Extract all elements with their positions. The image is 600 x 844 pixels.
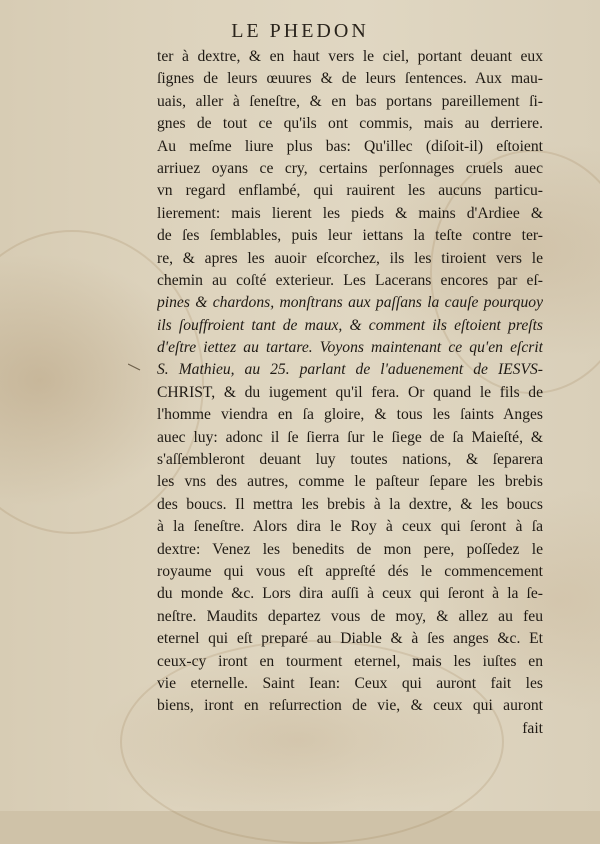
text-line: biens, iront en reſurrection de vie, & ceux qui auront bbox=[157, 697, 543, 715]
text-line: neſtre. Maudits departez vous de moy, & allez au feu bbox=[157, 607, 543, 625]
text-line: uais, aller à ſeneſtre, & en bas portans pareillement ſi- bbox=[157, 92, 543, 110]
text-line: S. Mathieu, au 25. parlant de l'aduenement de IESVS- bbox=[157, 361, 543, 379]
text-line: lierement: mais lierent les pieds & mains d'Ardiee & bbox=[157, 204, 543, 222]
body-text bbox=[157, 46, 543, 740]
text-line: les vns des autres, comme le paſteur ſepare les brebis bbox=[157, 473, 543, 491]
text-line: ils ſouffroient tant de maux, & comment ils eſtoient preſts bbox=[157, 316, 543, 334]
text-line: ceux-cy iront en tourment eternel, mais les iuſtes en bbox=[157, 652, 543, 670]
text-line: du monde &c. Lors dira auſſi à ceux qui ſeront à la ſe- bbox=[157, 585, 543, 603]
text-line: eternel qui eſt preparé au Diable & à ſes anges &c. Et bbox=[157, 630, 543, 648]
text-line: d'eſtre iettez au tartare. Voyons maintenant ce qu'en eſcrit bbox=[157, 339, 543, 357]
text-line: auec luy: adonc il ſe ſierra ſur le ſiege de ſa Maieſté, & bbox=[157, 428, 543, 446]
text-line: vn regard enflambé, qui rauirent les aucuns particu- bbox=[157, 182, 543, 200]
text-line: l'homme viendra en ſa gloire, & tous les ſaints Anges bbox=[157, 406, 543, 424]
text-line: royaume qui vous eſt appreſté dés le commencement bbox=[157, 562, 543, 580]
catchword: fait bbox=[522, 719, 543, 737]
text-line: vie eternelle. Saint Iean: Ceux qui auront fait les bbox=[157, 674, 543, 692]
text-line: chemin au coſté exterieur. Les Lacerans encores par eſ- bbox=[157, 271, 543, 289]
text-line: des boucs. Il mettra les brebis à la dextre, & les boucs bbox=[157, 495, 543, 513]
text-line: pines & chardons, monſtrans aux paſſans la cauſe pourquoy bbox=[157, 294, 543, 312]
text-line: arriuez oyans ce cry, certains perſonnages cruels auec bbox=[157, 159, 543, 177]
text-line: dextre: Venez les benedits de mon pere, poſſedez le bbox=[157, 540, 543, 558]
text-line: Au meſme liure plus bas: Qu'illec (diſoit-il) eſtoient bbox=[157, 137, 543, 155]
text-line: ter à dextre, & en haut vers le ciel, portant deuant eux bbox=[157, 48, 543, 65]
text-line: à la ſeneſtre. Alors dira le Roy à ceux qui ſeront à ſa bbox=[157, 518, 543, 536]
text-line: re, & apres les auoir eſcorchez, ils les tiroient vers le bbox=[157, 249, 543, 267]
text-line: ſignes de leurs œuures & de leurs ſentences. Aux mau- bbox=[157, 70, 543, 88]
text-line: gnes de tout ce qu'ils ont commis, mais au derriere. bbox=[157, 115, 543, 133]
text-line: CHRIST, & du iugement qu'il fera. Or quand le fils de bbox=[157, 383, 543, 401]
text-line: s'aſſembleront deuant luy toutes nations, & ſeparera bbox=[157, 451, 543, 469]
running-head: LE PHEDON bbox=[231, 20, 369, 42]
text-line: de ſes ſemblables, puis leur iettans la teſte contre ter- bbox=[157, 227, 543, 245]
fold-mark-icon bbox=[128, 362, 142, 372]
